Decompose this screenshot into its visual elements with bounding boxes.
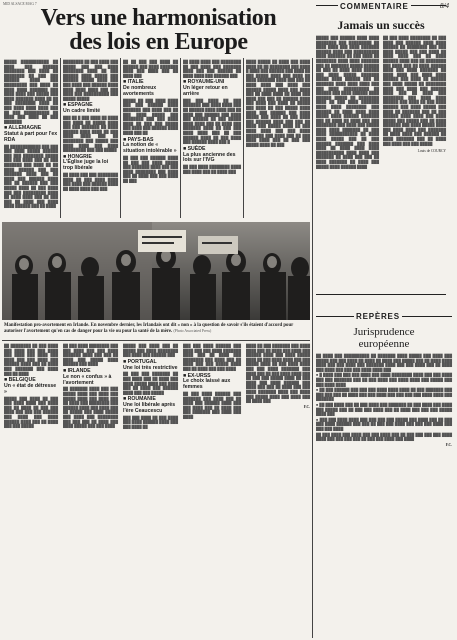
reperes-box — [316, 312, 456, 636]
headline — [6, 6, 311, 54]
reperes-title — [316, 326, 452, 350]
section-roumanie-country: ROUMANIE — [127, 396, 156, 403]
section-pays-bas-country: PAYS-BAS — [127, 136, 154, 143]
section-irlande-subtitle: Le non « confus » à l'avortement — [63, 373, 112, 386]
commentary-box — [316, 2, 454, 302]
section-italie-country: ITALIE — [127, 79, 144, 86]
column-rule — [243, 58, 244, 218]
article-column-5: ████ █████ ██ ████ ███ ████ ████ ██ ██ ████████ ███ ████ █ ████ ███ ██████ ███ ████ ██ ███ █████ ████ ███ ████ ██ ████ ███████ ████ ███ ███ ██ ████ ████ ███ ████ ███ ██████ █████ ████ ███ ████ ███ ██ ████ ████ ██ ████ ███ ████ ███ ███ ██ ██████ ████ ███ ████ ███ ████ ██ █████ ███ ████ ██ ███ █████ ████ ████ ███ ██████ ███ ████ █████ ███ ████ ██ ███ ████ ███ ██████ ████ ███ ███ ██ ████ ███ █████ ████ ██ ███ ████ ████ ███ ███ ████ ███████ ███ ████ ███ ██ ███ ████ ████ ███ ██ ███ ███ █████ ████ ██ ███ — [246, 60, 310, 147]
section-hongrie-subtitle: L'Église juge la loi trop libérale — [63, 159, 109, 172]
reperes-signature: F.C. — [445, 442, 452, 447]
section-irlande-country: IRLANDE — [67, 367, 91, 374]
commentary-title: Jamais un succès — [337, 18, 425, 32]
reperes-body: ██ ████ ███ ██████████ ██ ███████ ████ █████ ███ ████ ███ █████ ███ ███ ████ ██ ████ ██ ████ ███ █████ ███ ██ ████ ████ ████ ███ ███ ████ ███ ███████ ████ ███ ███ ████ ███ ██ ████ ███ ████ ███ ███ ███ ████ ████ ███ ■ █ ████ ███ ███ ███ ████ ███ ████ ████████ ████ ███ ███ ████ ███ ███ ███████ ███ ██ ███ ████ ███ ████ ████ ███ █████ ███ ███ ████ ████ ■ ██ ███ ██████ ███ ███ ███ ████ ████ ████ ██ ███ ███████ ███ ███ ███ ███ ██ ████ ███ ███ ████ ███ ███ ███ ███ ████ ████ ███ ███████ ■ ██ ███ ████ ███ ██ ███ ████ ███ ███████ ██ ███ ████ ███ ████ ███ █████ ███ ██ ███ ███ ████ ███ ██ ████ ███ ███ ███ █████ ████ ███ ■ ███ ███ ████ ████ ███ ███ ███ ███ █████ ███ ████ ███ ██ ███ ███ ████ ██████ ███ ███ ██ ███ ███ ████ ███ ███ ███ ████ ███ ███ ███ ████ ██ ███ ████ ███ ████ ███ ███ ████ ███ ██ ███ ███ ███ ███ ████ ████ ███ ███ ███ ███ ██ ███ ███ ████ ███ ████ F.C. — [316, 354, 452, 447]
article-column-9: ███ ███ ████ ██████ ███ ████ ███ ███ ████ ███████ ████ ███ ██ ████ ███ ████████ ███ ████ ███ ██ ████ ███ ███ █████ ████ ███ ██ ████ ███ ███ ████ ■ EX-URSS Le choix laissé aux femmes ██ ███ ████ ██████ ███ ███████ ███ ████ ███ ██ ████ ███ ██████ ████ ███ ███ ████ ███ ██ ████ ███ ███ ███████ ███ ████ ███ ████ — [183, 344, 241, 419]
section-portugal: ■ PORTUGAL Une loi très restrictive — [123, 358, 178, 371]
section-belgique: ■ BELGIQUE Un « état de détresse » — [4, 377, 57, 395]
archive-stamp: MID ALSACE MAG 7 — [3, 2, 37, 6]
section-suede: ■ SUÈDE La plus ancienne des lois sur l'IVG — [183, 147, 241, 164]
commentary-column-2: ██ ███ ████ ████████ ██ ███ ████ ███ ██████ ████ ████ ██████ ██ ████████ ███ ███ ████ █████ ███ ███ ████ ██ ████ ████ ███ ██ ████ ██████ ████ ███ ██ ████████ ███ ████ ███ ██ ████ ██████ ████ ███ ████ ███████ ██ ████ ████ ███ ████ ████ ██████ ███ ████ ██ ██████ ███ ████ █████ ██ ████████ ████ ███ ████ ███ ██████ ████ ███ ██ ████ ███ ████████ ███ ████ ████ ██████ ███ ████ ██ ███ ████ ██████ ███ ████ █████ ███ ████ ██ ███████ ███ ██ ███ ██████ ████ ████ ███ ████ █████ ███ █████ ███ ██ ████ ███████ ███ ████ █████ ████ ███ ████ ████ ███ ███████ ██ ████ ████ ███ ██████ ██ ████ ███████ ███ ██ ████ ███ ████ ███ ███ █████ Louis de COURCY — [383, 36, 446, 154]
section-allemagne: ■ ALLEMAGNE Statut à part pour l'ex RDA — [4, 125, 58, 143]
column-rule — [312, 58, 313, 638]
section-irlande: ■ IRLANDE Le non « confus » à l'avortement — [63, 369, 118, 386]
article-column-6: ██ ████████ ██ ███ ████ ███ ████ ███ ███ ████ ███ ████ ███ ████ ███ ████ ███ ███ ████ ███ ██████ ████ ███ ██ ████ ███ ███████ ███ ████ ███ ██ ████ ■ BELGIQUE Un « état de détresse » █████ ███ ████ ██ ███ ███ ████ ████ ███ ████ ███ ██ ████ ██ ███ ███ ████ ███ ███ ███ ██████ ███ ████ ███ ████ ██████ ████ ███ ██ ████ ███ ███ █████ — [4, 344, 58, 429]
horizontal-rule — [2, 340, 310, 341]
section-espagne: ■ ESPAGNE Un cadre limité — [63, 103, 118, 115]
section-belgique-country: BELGIQUE — [8, 377, 36, 384]
protest-photo-image — [2, 222, 310, 320]
reperes-title-line-2: européenne — [358, 338, 410, 350]
headline-line-1: Vers une harmonisation — [40, 5, 277, 31]
commentary-body — [316, 36, 446, 170]
article-column-7: ██ ███ ████ ████████ ███ ███ ████ ███ ███ ████ ███████ ████ ███ ███ ██ ████ ███ █████ ████ ██████ ███ ████ ■ IRLANDE Le non « confus » à l'avortement ██ ███████ ████ ███ ███ █████ ████ ███ ████ ███ █████ ████ ███ ████ ███ ██ ████ ███ ████████ ███ ██████ ████ ███ ████ ███ ██ █████ ███ ████ █████ ███ ████ ███ ████████ ███ ███ ███ ██ ████ ███ ████ █████ ███ ███ ████ — [63, 344, 118, 429]
section-suede-country: SUÈDE — [187, 145, 206, 152]
section-hongrie-country: HONGRIE — [67, 153, 92, 160]
article-column-1: █████ ███████████ ██ ████ ███ ██████ ████████ ███ ████ ██ ████████ ██ ███ ███ ██████ ████ ███ █████████ ███ ████ ██ ████ ████ ███████ ███ ████ ████ ███ █████ ███ ████ ███████ ████ ██ ██ ███ ████████ ████ ██ ███ ████ ████ ████ ███ ██ ███ ██████████ ██ ████ ███ ████ ██ ███ ███████ ■ ALLEMAGNE Statut à part pour l'ex RDA ██ ████████████ ███ ███ ███ ████ █████ ██████ ███ ███ ████████ █████ ███ ███ ████ ███ ██ ███ ███████ ███ ████ ██ ██ ████ ██████ ███ ███ ███████ ████ ███ ██ ████ ███ ██████ ████ ███ ██ ██████ ███ ███ █████ ████ ██ ███ ████ ███ ███ █████████ ████ ██ ████ ████ ███ ██ ███ ███ ██ ████ ███ ████ ████ ██████ ███ ██ ████ — [4, 60, 58, 209]
commentary-kicker: COMMENTAIRE — [340, 2, 409, 11]
column-rule — [120, 58, 121, 218]
article-column-3: ██ ██ ███ ███ ████ ██ ██████ ███ ████ ███████ ████ ███ ████ ███ ██ ████ ███ ■ ITALIE De nombreux avortements █████ ██ ███ ████ ████ ███ ███ ██████ ████ ███████ ███ ████ ███ ██ ███ ████ █████ ███ ████████ ███ ███ ████ ████ ██ ███ ███ █████ ███ ████ ███ ██████ ████ ████ ███ ██ ■ PAYS-BAS La notion de « situation intolérable » ██ ███ ███ ██████ ████ ██ ███ ███ ████ █████ ███ ███████ ████ ███ ███ ████ ████████ ███ ████ ███ ██ ████ ███ ███ ████ ██ ███ — [123, 60, 178, 183]
column-rule — [180, 58, 181, 218]
section-espagne-subtitle: Un cadre limité — [63, 108, 101, 115]
article-column-10: ████ ██ ███ ███████ ███ ████ ████ ███ ██ ████ ███ ████ ███ ██████ ████ ███ ████ █████ ████ ██ ███ ████ ████ ███ ███ █████ ████ ██ ███ ████ ████ ███ ███ ████ ███████ ███ ████ ███ ██ ███ ████ ████ ███ ██ ███ ███ █████ ████ ██ ███ ████ ███ ████ ██████ ███ ████ ███ ███ ██ ████ ███ ███ ████ ███████ ████ ███ ████ ███ █████ ████ ███ ████ ███ ██ ████ ███ F.C. — [246, 344, 310, 409]
handwritten-page-mark: 8/4 — [440, 2, 449, 10]
section-portugal-subtitle: Une loi très restrictive — [123, 364, 178, 371]
photo-caption: Manifestation pro-avortement en Irlande. En novembre dernier, les Irlandais ont dit « non » à la question de savoir s'ils étaient d'accord pour autoriser l'avortement qu'en cas de danger pour la vie ou pour la santé de la mère. — [4, 323, 294, 334]
section-pays-bas-subtitle: La notion de « situation intolérable » — [123, 142, 177, 155]
section-hongrie: ■ HONGRIE L'Église juge la loi trop libérale — [63, 155, 118, 172]
section-portugal-country: PORTUGAL — [127, 358, 157, 365]
commentary-column-1: █████ ███ ██████ ████ ████ ████████ ███ █████████ ██ ████ ████ ███ ████ ███████ ██████ ████ ███ ██████████ ████ ███████ ██ ███ ████ ██ ████████ ████ ████ ███████ ███ ██ ███████ █████ ██████ ██ ███ ██ ████ ████ ██████ ███ ████ █████ ███████ █████ ████ ██████ ███ ██ ███████ ████ ████ ████ ███ ███ ████ ██████████ ██ ██████ ███ ████ ██████ ████ ██████ █████ ██ ████████ ████ ██ ███ ████ ███████ ████ ████ ████████ ███ ██████ ██ ████ ████ ████ █████ ████ ██████ ███████ ███ ██ ████ ██ ████ ███ ███ ████████ ███ ████ ███ █████ ████ ████ ███████ ██ ███ ████ ███████████ ██ ████ ████ █████ ███ ██ ███ ██████ ███████ ███ ████ ████ ██ ████ ████ ████ ███████████ ████ ████ ███ ███████ ██ ████ ███ ███ ██ ████ ███████ ██ ████ ███ █████ ████ ██████ ████ — [316, 36, 379, 169]
headline-line-2: des lois en Europe — [69, 29, 248, 55]
section-pays-bas: ■ PAYS-BAS La notion de « situation intolérable » — [123, 136, 177, 155]
protest-photo — [2, 222, 310, 320]
section-roumanie-subtitle: Une loi libérale après l'ère Ceaucescu — [123, 402, 176, 414]
section-ex-urss: ■ EX-URSS Le choix laissé aux femmes — [183, 374, 241, 391]
reperes-kicker: REPÈRES — [356, 312, 400, 321]
photo-caption-block — [4, 323, 308, 334]
section-italie: ■ ITALIE De nombreux avortements — [123, 80, 178, 97]
commentary-signature: Louis de COURCY — [417, 149, 446, 154]
article-column-8: █████ ███ ████ ███ ██ █████ ███ ████ ████████ ███ ████ ███ ██████ ███ ■ PORTUGAL Une loi très restrictive ██ ███ ███ ███████ ██ ███ ████ ███ ██ ████ ███ ████ █████ ████ ███ ████ ███ ██ ████ ███ ██████ ████ ███ ███ █████ ■ ROUMANIE Une loi libérale après l'ère Ceaucescu ███ ███ ████ ██ ███ ████ ███ ████ ██████ ████ ███ ███ ████ ██ — [123, 344, 178, 429]
article-column-2: ████████ ██ ███ ████ ███ █████ ███ ███ ████ ████████ ████ ██ ███ ██████ ████ █████ ███ ██████ █████ ████ ███ ███ ████ ███ ██████ ████ ████ ████ ████ ███ ███ ████ ███ ██████████ ███ █████ █████ ■ ESPAGNE Un cadre limité ███ ██ █ ███ ████ ██ ████ ███ ████ ██ █████ ████ ███ ███ ███████ ██ ████ ██████ ████ ████ ██ ███ ████ ████ ███ ██ ████████ ███ █████ ███ ████ ████ ███ ████ █████████ ███ ███ █████ ■ HONGRIE L'Église juge la loi trop libérale ██ ████ ███ ███ ████████ ████ ██ ███ ████ ████ ███ ████ ███ ██████ ████ ██ ████ ████ ███ ███ — [63, 60, 118, 191]
photo-credit: (Photo Associated Press) — [173, 328, 212, 333]
article-signature: F.C. — [303, 404, 310, 409]
section-roumanie: ■ ROUMANIE Une loi libérale après l'ère Ceaucescu — [123, 397, 178, 414]
section-ex-urss-country: EX-URSS — [187, 372, 211, 379]
section-italie-subtitle: De nombreux avortements — [123, 85, 157, 97]
section-allemagne-country: ALLEMAGNE — [8, 125, 42, 132]
section-royaume-uni-subtitle: Un léger retour en arrière — [183, 85, 228, 97]
section-royaume-uni-country: ROYAUME-UNI — [187, 79, 225, 86]
section-allemagne-subtitle: Statut à part pour l'ex RDA — [4, 131, 58, 143]
section-espagne-country: ESPAGNE — [67, 102, 93, 109]
section-suede-subtitle: La plus ancienne des lois sur l'IVG — [183, 151, 236, 164]
article-column-4: ██ ████ ████ ███ ████████ ██ ███ ████ ███ ███████ ████ ███ ███ ██████ ██ ████ ████ ███ ██████ ███ ■ ROYAUME-UNI Un léger retour en arrière ███ ███ ████ ██ ███ ███████ ███ ████ ████ ███ ██ ██████ ████ ████ ███ ██ ████ ███ ██████ ███ ████ ███ ██████ ██ ███ █████ ████ ████ ███ ██ ████ ███ ███████ ████ ██ ███ ███ ████ ████ ███ ██ ███ ██████ ████ ██ ███ ████ ███ ██████ ████ ███ █ ■ SUÈDE La plus ancienne des lois sur l'IVG ██ ███ ████ ████████ ████ ███ ████ ███ ██ ████ ███ — [183, 60, 241, 174]
section-royaume-uni: ■ ROYAUME-UNI Un léger retour en arrière — [183, 80, 241, 97]
reperes-title-line-1: Jurisprudence — [353, 326, 415, 338]
section-belgique-subtitle: Un « état de détresse » — [4, 382, 57, 395]
section-ex-urss-subtitle: Le choix laissé aux femmes — [183, 378, 231, 391]
column-rule — [60, 58, 61, 218]
